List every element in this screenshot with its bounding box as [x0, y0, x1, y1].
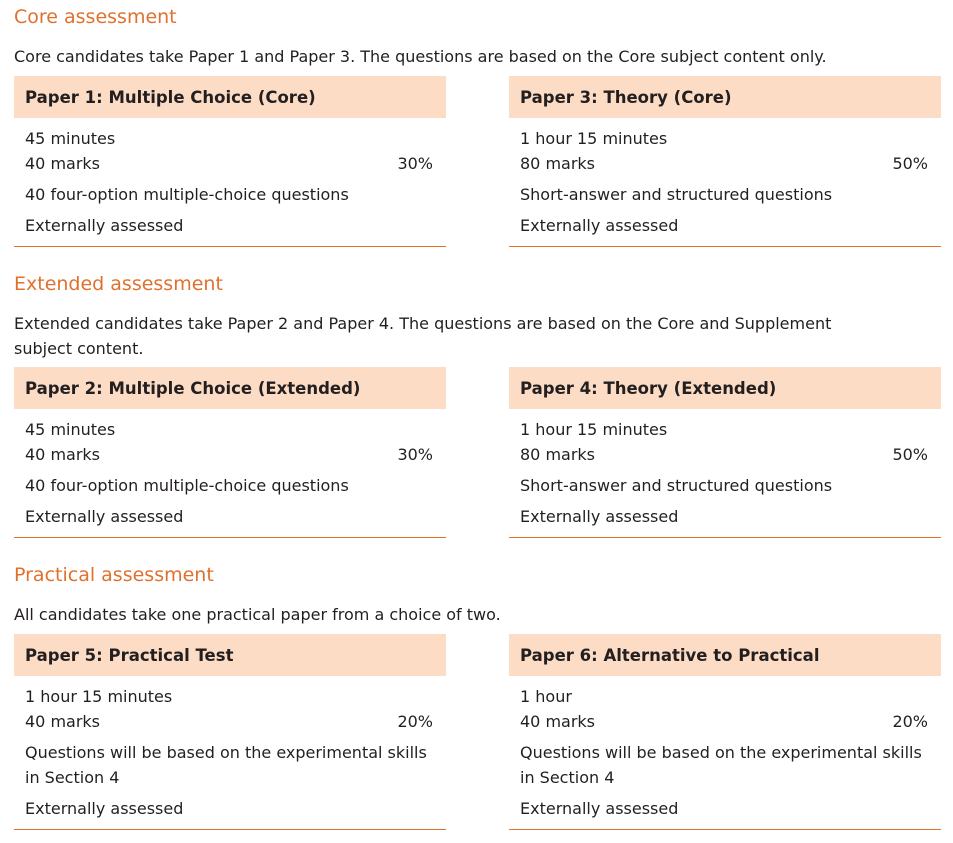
paper-5-card: [14, 634, 446, 821]
paper-1-divider: [14, 246, 446, 247]
paper-4-marks: 80 marks: [520, 445, 596, 464]
paper-5-duration: 1 hour 15 minutes: [25, 687, 173, 706]
paper-6-title: Paper 6: Alternative to Practical: [509, 634, 941, 676]
paper-4-description: Short-answer and structured questions: [520, 476, 833, 495]
paper-5-marks-row: [25, 709, 433, 734]
paper-1-description: 40 four-option multiple-choice questions: [25, 185, 349, 204]
paper-1-details: [14, 118, 446, 238]
paper-4-card: [509, 367, 941, 529]
paper-6-card: [509, 634, 941, 821]
paper-4-title: Paper 4: Theory (Extended): [509, 367, 941, 409]
paper-3-divider: [509, 246, 941, 247]
paper-2-divider: [14, 537, 446, 538]
paper-5-assessment: Externally assessed: [25, 799, 184, 818]
paper-4-duration: 1 hour 15 minutes: [520, 420, 668, 439]
paper-3-marks-row: [520, 151, 928, 176]
paper-3-duration: 1 hour 15 minutes: [520, 129, 668, 148]
paper-5-marks: 40 marks: [25, 712, 101, 731]
paper-1-marks: 40 marks: [25, 154, 101, 173]
paper-6-details: [509, 676, 941, 821]
paper-3-description: Short-answer and structured questions: [520, 185, 833, 204]
paper-1-assessment: Externally assessed: [25, 216, 184, 235]
paper-4-weight: 50%: [892, 445, 928, 464]
paper-4-divider: [509, 537, 941, 538]
core-assessment-intro: Core candidates take Paper 1 and Paper 3. The questions are based on the Core subject content only.: [14, 47, 827, 66]
extended-assessment-heading: Extended assessment: [14, 273, 223, 295]
paper-4-details: [509, 409, 941, 529]
paper-2-details: [14, 409, 446, 529]
paper-2-description: 40 four-option multiple-choice questions: [25, 476, 349, 495]
paper-2-duration: 45 minutes: [25, 420, 116, 439]
paper-3-details: [509, 118, 941, 238]
practical-assessment-heading: Practical assessment: [14, 564, 214, 586]
paper-5-divider: [14, 829, 446, 830]
paper-3-card: [509, 76, 941, 238]
paper-4-marks-row: [520, 442, 928, 467]
paper-6-marks: 40 marks: [520, 712, 596, 731]
paper-2-assessment: Externally assessed: [25, 507, 184, 526]
extended-assessment-intro: Extended candidates take Paper 2 and Paper 4. The questions are based on the Core and Supplement subject content.: [14, 314, 832, 358]
paper-3-weight: 50%: [892, 154, 928, 173]
paper-2-card: [14, 367, 446, 529]
paper-5-weight: 20%: [397, 712, 433, 731]
paper-1-weight: 30%: [397, 154, 433, 173]
paper-5-details: [14, 676, 446, 821]
paper-2-weight: 30%: [397, 445, 433, 464]
paper-3-marks: 80 marks: [520, 154, 596, 173]
core-assessment-heading: Core assessment: [14, 6, 177, 28]
paper-2-marks-row: [25, 442, 433, 467]
paper-6-assessment: Externally assessed: [520, 799, 679, 818]
paper-6-marks-row: [520, 709, 928, 734]
paper-6-description: Questions will be based on the experimental skills in Section 4: [520, 743, 922, 787]
paper-4-assessment: Externally assessed: [520, 507, 679, 526]
paper-6-divider: [509, 829, 941, 830]
paper-6-weight: 20%: [892, 712, 928, 731]
paper-3-assessment: Externally assessed: [520, 216, 679, 235]
paper-5-description: Questions will be based on the experimental skills in Section 4: [25, 743, 427, 787]
paper-5-title: Paper 5: Practical Test: [14, 634, 446, 676]
paper-3-title: Paper 3: Theory (Core): [509, 76, 941, 118]
paper-1-duration: 45 minutes: [25, 129, 116, 148]
paper-2-marks: 40 marks: [25, 445, 101, 464]
paper-1-title: Paper 1: Multiple Choice (Core): [14, 76, 446, 118]
paper-1-card: [14, 76, 446, 238]
paper-2-title: Paper 2: Multiple Choice (Extended): [14, 367, 446, 409]
practical-assessment-intro: All candidates take one practical paper from a choice of two.: [14, 605, 501, 624]
paper-6-duration: 1 hour: [520, 687, 572, 706]
paper-1-marks-row: [25, 151, 433, 176]
